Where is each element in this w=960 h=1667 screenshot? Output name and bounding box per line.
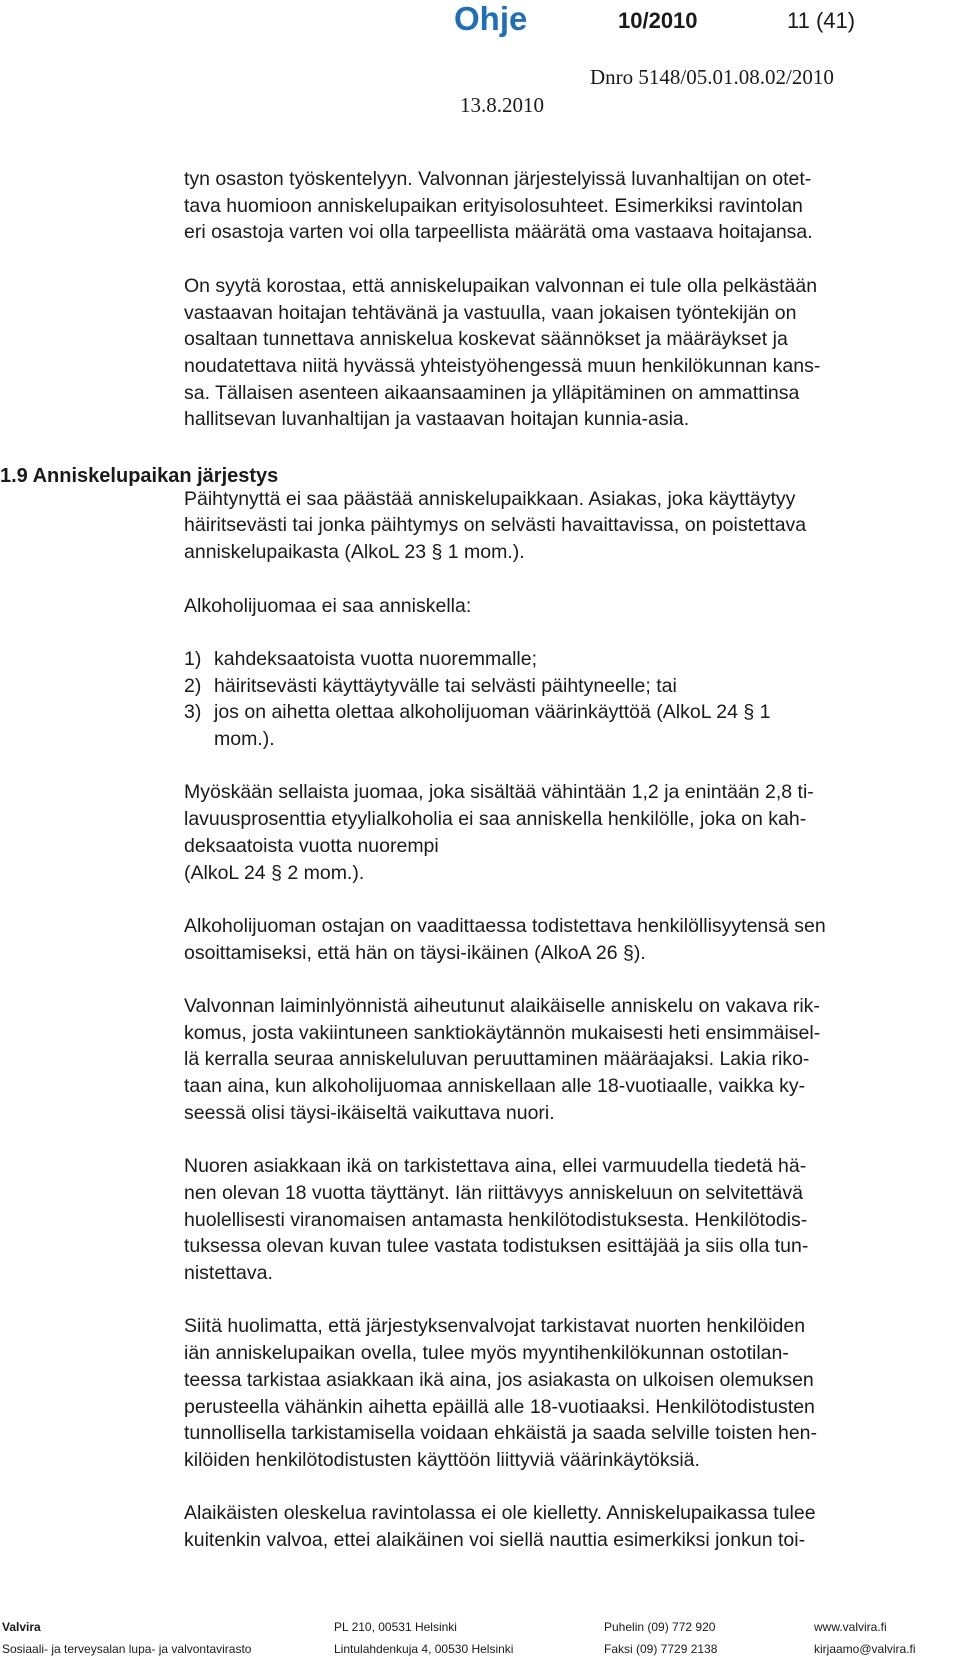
footer-web-link[interactable]: www.valvira.fi: [814, 1620, 887, 1634]
footer-email-link[interactable]: kirjaamo@valvira.fi: [814, 1642, 916, 1656]
list-item-text: kahdeksaatoista vuotta nuoremmalle;: [214, 647, 538, 670]
footer-fax: Faksi (09) 7729 2138: [604, 1642, 718, 1656]
page-number: 11 (41): [787, 8, 856, 33]
rule-list: [184, 646, 950, 753]
list-item: [184, 646, 950, 673]
list-item-text: jos on aihetta olettaa alkoholijuoman väärinkäyttöä (AlkoL 24 § 1 mom.).: [214, 701, 771, 750]
list-item-number: 2): [184, 674, 202, 697]
page-footer: [0, 1620, 960, 1667]
footer-org-full: Sosiaali- ja terveysalan lupa- ja valvontavirasto: [2, 1642, 252, 1656]
list-item: [184, 673, 950, 700]
paragraph: On syytä korostaa, että anniskelupaikan valvonnan ei tule olla pelkästään vastaavan hoitajan tehtävänä ja vastuulla, vaan jokaisen työntekijän on osaltaan tunnettava anniskelua koskevat säännökset ja määräykset ja noudatettava niitä hyvässä yhteistyöhengessä muun henkilökunnan kans- sa. Tällaisen asenteen aikaansaaminen ja ylläpitäminen on ammattinsa hallitsevan luvanhaltijan ja vastaavan hoitajan kunnia-asia.: [184, 274, 821, 431]
paragraph: Myöskään sellaista juomaa, joka sisältää vähintään 1,2 ja enintään 2,8 ti- lavuusprosenttia etyylialkoholia ei saa anniskella henkilölle, joka on kah- deksaatoista vuotta nuorempi (AlkoL 24 § 2 mom.).: [184, 781, 814, 884]
page-header: [0, 0, 960, 120]
list-item-number: 1): [184, 647, 202, 670]
paragraph: Nuoren asiakkaan ikä on tarkistettava aina, ellei varmuudella tiedetä hä- nen olevan 18 vuotta täyttänyt. Iän riittävyys anniskeluun on selvitettävä huolellisesti viranomaisen antamasta henkilötodistuksesta. Henkilötodis- tuksessa olevan kuvan tulee vastata todistuksen esittäjää ja siis olla tun- nistettava.: [184, 1155, 809, 1284]
document-date: 13.8.2010: [460, 93, 544, 117]
paragraph: Alaikäisten oleskelua ravintolassa ei ole kielletty. Anniskelupaikassa tulee kuitenkin valvoa, ettei alaikäinen voi siellä nauttia esimerkiksi jonkun toi-: [184, 1502, 816, 1551]
paragraph: Alkoholijuomaa ei saa anniskella:: [184, 594, 472, 617]
list-item-text: häiritsevästi käyttäytyvälle tai selvästi päihtyneelle; tai: [214, 674, 677, 697]
document-version: 10/2010: [618, 8, 698, 33]
footer-phone: Puhelin (09) 772 920: [604, 1620, 716, 1634]
list-item-number: 3): [184, 701, 202, 724]
paragraph: Valvonnan laiminlyönnistä aiheutunut alaikäiselle anniskelu on vakava rik- komus, josta vakiintuneen sanktiokäytännön mukaisesti heti ensimmäisel- lä kerralla seuraa anniskeluluvan peruuttaminen määräajaksi. Lakia riko- taan aina, kun alkoholijuomaa anniskellaan alle 18-vuotiaalle, vaikka ky- seessä olisi täysi-ikäiseltä vaikuttava nuori.: [184, 994, 821, 1124]
body-content: [184, 166, 950, 1580]
list-item: [184, 699, 950, 752]
section-heading: 1.9 Anniskelupaikan järjestys: [0, 465, 279, 487]
spacer: [184, 460, 950, 486]
footer-org: Valvira: [2, 1620, 41, 1634]
paragraph: Siitä huolimatta, että järjestyksenvalvojat tarkistavat nuorten henkilöiden iän anniskelupaikan ovella, tulee myös myyntihenkilökunnan ostotilan- teessa tarkistaa asiakkaan ikä aina, jos asiakasta on ulkoisen olemuksen perusteella vähänkin aihetta epäillä alle 18-vuotiaaksi. Henkilötodistusten tunnollisella tarkistamisella voidaan ehkäistä ja saada selville toisten hen- kilöiden henkilötodistusten käyttöön liittyviä väärinkäytöksiä.: [184, 1315, 818, 1471]
document-type: Ohje: [454, 0, 528, 37]
footer-street: Lintulahdenkuja 4, 00530 Helsinki: [334, 1642, 514, 1656]
footer-po-box: PL 210, 00531 Helsinki: [334, 1620, 457, 1634]
paragraph: Alkoholijuoman ostajan on vaadittaessa todistettava henkilöllisyytensä sen osoittamiseksi, että hän on täysi-ikäinen (AlkoA 26 §).: [184, 914, 826, 964]
paragraph: tyn osaston työskentelyyn. Valvonnan järjestelyissä luvanhaltijan on otet- tava huomioon anniskelupaikan erityisolosuhteet. Esimerkiksi ravintolan eri osastoja varten voi olla tarpeellista määrätä oma vastaava hoitajansa.: [184, 168, 813, 244]
document-dnro: Dnro 5148/05.01.08.02/2010: [590, 65, 834, 89]
paragraph: Päihtynyttä ei saa päästää anniskelupaikkaan. Asiakas, joka käyttäytyy häiritsevästi tai jonka päihtymys on selvästi havaittavissa, on poistettava anniskelupaikasta (AlkoL 23 § 1 mom.).: [184, 487, 807, 564]
